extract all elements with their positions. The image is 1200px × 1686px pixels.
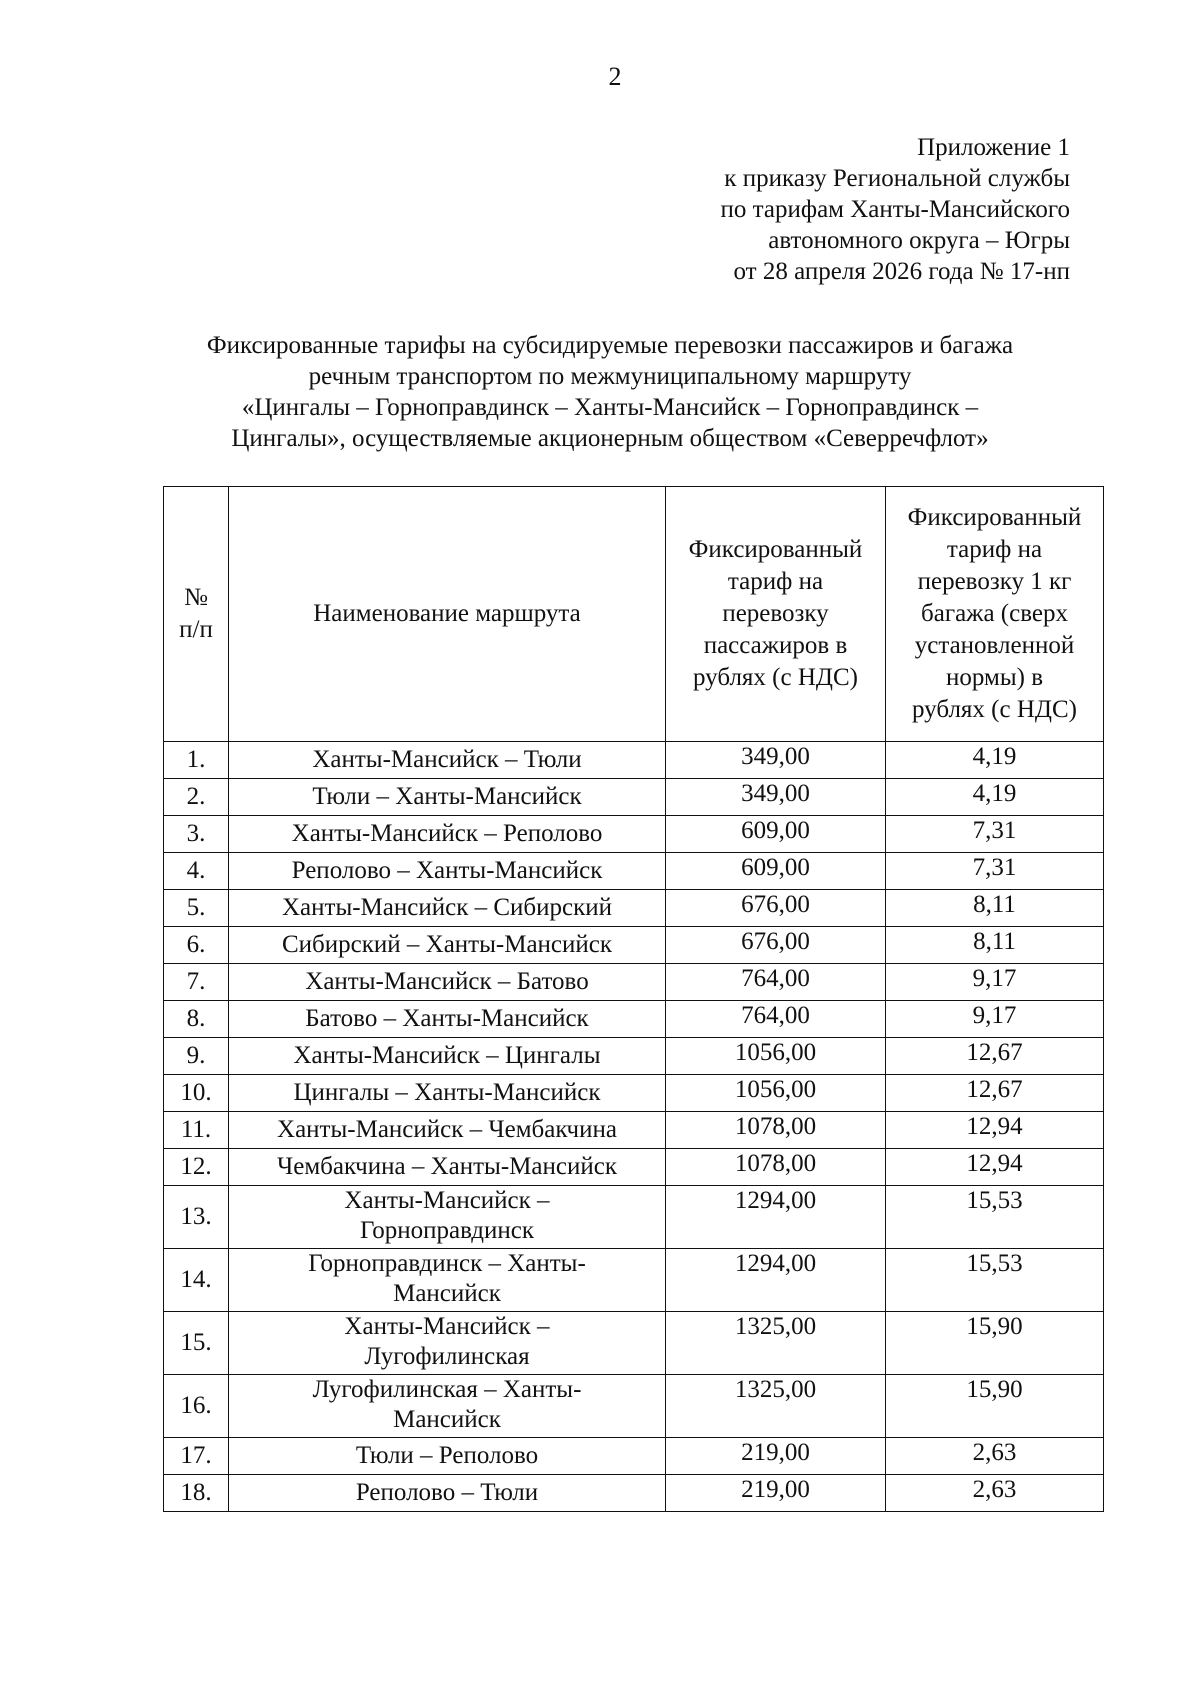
table-row [164, 927, 1104, 964]
route-line: Реполово – Тюли [355, 1479, 539, 1506]
row-number: 12. [164, 1149, 229, 1186]
route-name [229, 1475, 666, 1512]
baggage-fare: 15,90 [886, 1312, 1104, 1375]
header-line: пассажиров в [703, 632, 848, 659]
route-line: Тюли – Ханты-Мансийск [312, 783, 582, 810]
route-line: Ханты-Мансийск – [344, 1313, 550, 1340]
baggage-fare: 9,17 [886, 1001, 1104, 1038]
appendix-line: по тарифам Ханты-Мансийского [720, 196, 1070, 223]
baggage-fare: 9,17 [886, 964, 1104, 1001]
row-number: 10. [164, 1075, 229, 1112]
table-row [164, 779, 1104, 816]
row-number: 7. [164, 964, 229, 1001]
route-line: Реполово – Ханты-Мансийск [291, 857, 603, 884]
row-number: 13. [164, 1186, 229, 1249]
header-line: тариф на [946, 536, 1043, 563]
table-row [164, 1112, 1104, 1149]
route-line: Батово – Ханты-Мансийск [305, 1005, 589, 1032]
table-row [164, 1149, 1104, 1186]
appendix-block [721, 132, 1070, 287]
header-number [164, 487, 229, 742]
row-number: 16. [164, 1375, 229, 1438]
appendix-line: автономного округа – Югры [768, 227, 1070, 254]
passenger-fare: 609,00 [666, 816, 886, 853]
row-number: 14. [164, 1249, 229, 1312]
route-name [229, 1249, 666, 1312]
passenger-fare: 764,00 [666, 1001, 886, 1038]
row-number: 3. [164, 816, 229, 853]
baggage-fare: 12,67 [886, 1075, 1104, 1112]
passenger-fare: 1056,00 [666, 1075, 886, 1112]
baggage-fare: 4,19 [886, 779, 1104, 816]
appendix-line: к приказу Региональной службы [724, 165, 1070, 192]
row-number: 4. [164, 853, 229, 890]
route-line: Горноправдинск [359, 1217, 534, 1244]
passenger-fare: 1078,00 [666, 1112, 886, 1149]
row-number: 8. [164, 1001, 229, 1038]
page-number: 2 [608, 62, 622, 91]
header-baggage-fare [886, 487, 1104, 742]
route-name [229, 927, 666, 964]
route-line: Ханты-Мансийск – [344, 1187, 550, 1214]
route-line: Чембакчина – Ханты-Мансийск [277, 1153, 617, 1180]
table-row [164, 1375, 1104, 1438]
document-title [130, 330, 1090, 454]
row-number: 9. [164, 1038, 229, 1075]
row-number: 18. [164, 1475, 229, 1512]
passenger-fare: 764,00 [666, 964, 886, 1001]
row-number: 1. [164, 742, 229, 779]
table-row [164, 1438, 1104, 1475]
baggage-fare: 12,67 [886, 1038, 1104, 1075]
header-line: рублях (с НДС) [912, 696, 1077, 723]
route-name [229, 1312, 666, 1375]
route-name [229, 742, 666, 779]
header-line: багажа (сверх [921, 600, 1068, 627]
baggage-fare: 15,53 [886, 1249, 1104, 1312]
table-row [164, 1001, 1104, 1038]
route-line: Ханты-Мансийск – Реполово [291, 820, 603, 847]
baggage-fare: 12,94 [886, 1112, 1104, 1149]
route-name [229, 1075, 666, 1112]
table-row [164, 1249, 1104, 1312]
table-row [164, 1475, 1104, 1512]
tariffs-table [163, 486, 1104, 1512]
row-number: 11. [164, 1112, 229, 1149]
route-name [229, 816, 666, 853]
route-line: Мансийск [393, 1280, 501, 1307]
route-name [229, 890, 666, 927]
table-row [164, 1312, 1104, 1375]
row-number: 17. [164, 1438, 229, 1475]
route-line: Ханты-Мансийск – Тюли [312, 746, 582, 773]
baggage-fare: 7,31 [886, 853, 1104, 890]
header-line: установленной [914, 632, 1075, 659]
route-name [229, 1186, 666, 1249]
passenger-fare: 349,00 [666, 742, 886, 779]
passenger-fare: 1294,00 [666, 1249, 886, 1312]
table-body [164, 742, 1104, 1512]
route-name [229, 853, 666, 890]
passenger-fare: 219,00 [666, 1475, 886, 1512]
route-line: Лугофилинская – Ханты- [312, 1376, 582, 1403]
passenger-fare: 1294,00 [666, 1186, 886, 1249]
row-number: 15. [164, 1312, 229, 1375]
table-row [164, 890, 1104, 927]
title-line: Цингалы», осуществляемые акционерным обществом «Северречфлот» [231, 425, 989, 452]
header-route [229, 487, 666, 742]
route-line: Ханты-Мансийск – Батово [305, 968, 589, 995]
baggage-fare: 7,31 [886, 816, 1104, 853]
baggage-fare: 15,53 [886, 1186, 1104, 1249]
baggage-fare: 2,63 [886, 1475, 1104, 1512]
header-line: нормы) в [946, 664, 1043, 691]
appendix-line: от 28 апреля 2026 года № 17-нп [733, 258, 1070, 285]
baggage-fare: 8,11 [886, 927, 1104, 964]
route-line: Цингалы – Ханты-Мансийск [293, 1079, 601, 1106]
route-line: Горноправдинск – Ханты- [308, 1250, 586, 1277]
route-line: Сибирский – Ханты-Мансийск [281, 931, 613, 958]
route-line: Мансийск [393, 1406, 501, 1433]
row-number: 5. [164, 890, 229, 927]
baggage-fare: 15,90 [886, 1375, 1104, 1438]
header-line: № [184, 584, 208, 611]
route-name [229, 1149, 666, 1186]
passenger-fare: 1056,00 [666, 1038, 886, 1075]
route-line: Ханты-Мансийск – Чембакчина [277, 1116, 617, 1143]
route-line: Ханты-Мансийск – Цингалы [293, 1042, 601, 1069]
header-line: Наименование маршрута [313, 600, 581, 627]
title-line: речным транспортом по межмуниципальному маршруту [308, 363, 912, 390]
table-row [164, 964, 1104, 1001]
passenger-fare: 1325,00 [666, 1312, 886, 1375]
header-line: п/п [179, 616, 213, 643]
header-line: рублях (с НДС) [693, 664, 858, 691]
route-line: Тюли – Реполово [355, 1442, 539, 1469]
route-name [229, 779, 666, 816]
table-row [164, 1038, 1104, 1075]
baggage-fare: 8,11 [886, 890, 1104, 927]
header-passenger-fare [666, 487, 886, 742]
table-row [164, 1075, 1104, 1112]
route-line: Ханты-Мансийск – Сибирский [281, 894, 613, 921]
title-line: Фиксированные тарифы на субсидируемые перевозки пассажиров и багажа [206, 332, 1014, 359]
passenger-fare: 676,00 [666, 927, 886, 964]
passenger-fare: 1078,00 [666, 1149, 886, 1186]
baggage-fare: 12,94 [886, 1149, 1104, 1186]
row-number: 2. [164, 779, 229, 816]
route-name [229, 1375, 666, 1438]
route-name [229, 964, 666, 1001]
baggage-fare: 2,63 [886, 1438, 1104, 1475]
table-row [164, 816, 1104, 853]
passenger-fare: 1325,00 [666, 1375, 886, 1438]
table-row [164, 742, 1104, 779]
header-line: тариф на [727, 568, 824, 595]
route-name [229, 1038, 666, 1075]
appendix-line: Приложение 1 [917, 134, 1070, 161]
row-number: 6. [164, 927, 229, 964]
passenger-fare: 676,00 [666, 890, 886, 927]
passenger-fare: 609,00 [666, 853, 886, 890]
route-name [229, 1112, 666, 1149]
passenger-fare: 349,00 [666, 779, 886, 816]
title-line: «Цингалы – Горноправдинск – Ханты-Мансийск – Горноправдинск – [241, 394, 979, 421]
header-line: Фиксированный [688, 536, 863, 563]
table-header-row [164, 487, 1104, 742]
header-line: перевозку 1 кг [917, 568, 1072, 595]
table-row [164, 853, 1104, 890]
baggage-fare: 4,19 [886, 742, 1104, 779]
route-name [229, 1438, 666, 1475]
passenger-fare: 219,00 [666, 1438, 886, 1475]
route-line: Лугофилинская [364, 1343, 530, 1370]
header-line: перевозку [722, 600, 829, 627]
route-name [229, 1001, 666, 1038]
table-row [164, 1186, 1104, 1249]
header-line: Фиксированный [907, 504, 1082, 531]
